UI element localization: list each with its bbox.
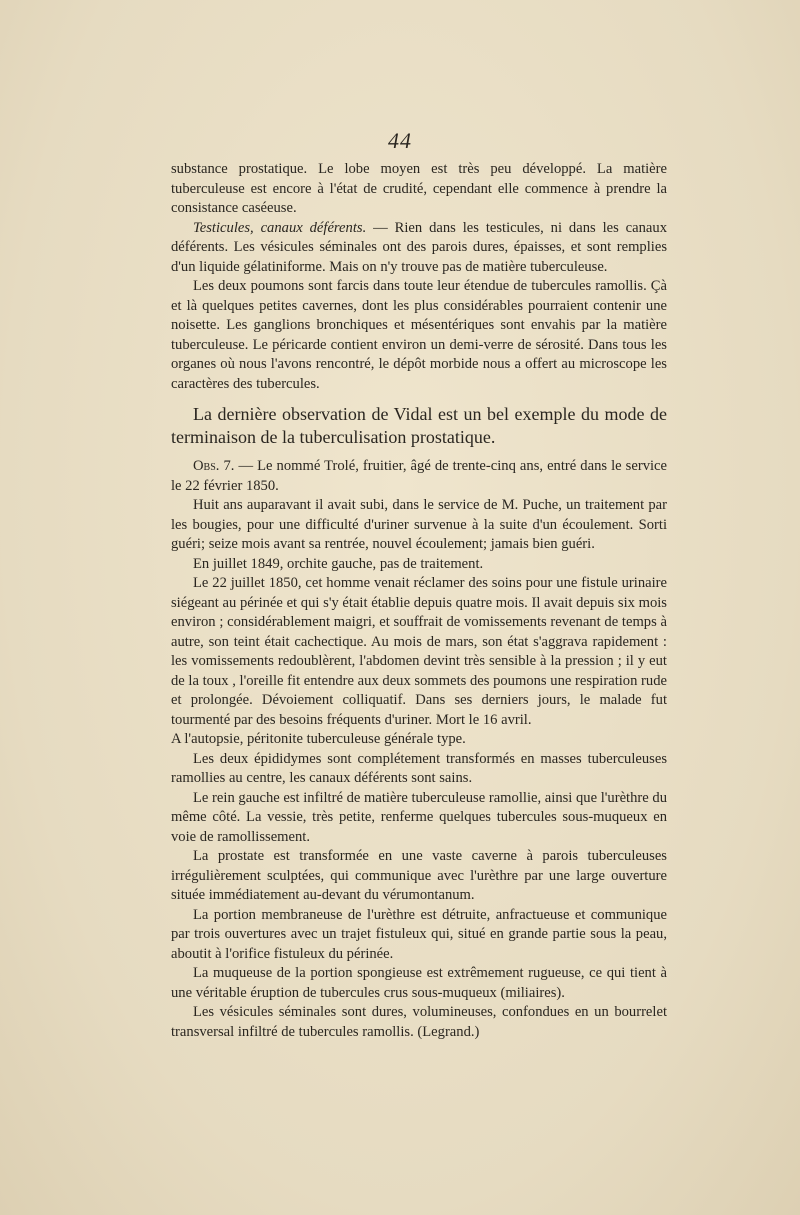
body-text bbox=[171, 160, 667, 1042]
page-number: 44 bbox=[388, 128, 412, 153]
section-heading: Testicules, canaux déférents. bbox=[193, 219, 367, 236]
paragraph: Le rein gauche est infiltré de matière tuberculeuse ramollie, ainsi que l'urèthre du même côté. La vessie, très petite, renferme quelques tubercules sous-muqueux en voie de ramollissement. bbox=[171, 789, 667, 845]
paragraph: Les deux épididymes sont complétement transformés en masses tuberculeuses ramollies au centre, les canaux déférents sont sains. bbox=[171, 750, 667, 786]
paragraph: Huit ans auparavant il avait subi, dans le service de M. Puche, un traitement par les bougies, pour une difficulté d'uriner survenue à la suite d'un écoulement. Sorti guéri; seize mois avant sa rentrée, nouvel écoulement; jamais bien guéri. bbox=[171, 497, 667, 552]
transition-paragraph: La dernière observation de Vidal est un bel exemple du mode de terminaison de la tuberculisation prostatique. bbox=[171, 404, 667, 447]
paragraph: A l'autopsie, péritonite tuberculeuse générale type. bbox=[171, 731, 466, 747]
paragraph-text: — Rien dans les testicules, ni dans les canaux déférents. Les vésicules séminales ont des parois dures, épaisses, et sont remplies d'un liquide gélatiniforme. Mais on n'y trouve pas de matière tuberculeuse. bbox=[171, 219, 668, 275]
paragraph bbox=[171, 219, 667, 278]
paragraph: En juillet 1849, orchite gauche, pas de traitement. bbox=[193, 555, 484, 572]
paragraph: Le 22 juillet 1850, cet homme venait réclamer des soins pour une fistule urinaire siégeant au périnée et qui s'y était établie depuis quatre mois. Il avait depuis six mois environ ; considérablement maigri, et souffrait de vomissements revenant de temps à autre, son teint était cachectique. Au mois de mars, son état s'aggrava rapidement : les vomissements redoublèrent, l'abdomen devint très sensible à la pression ; il y eut de la toux , l'oreille fit entendre aux deux sommets des poumons une respiration rude et prolongée. Dévoiement colliquatif. Dans ses derniers jours, le malade fut tourmenté par des besoins fréquents d'uriner. Mort le 16 avril. bbox=[171, 575, 667, 728]
paragraph: Les deux poumons sont farcis dans toute leur étendue de tubercules ramollis. Çà et là quelques petites cavernes, dont les plus considérables pourraient contenir une noisette. Les ganglions bronchiques et mésentériques sont envahis par la matière tuberculeuse. Le péricarde contient environ un demi-verre de sérosité. Dans tous les organes où nous l'avons rencontré, le dépôt morbide nous a offert au microscope les caractères des tubercules. bbox=[171, 278, 667, 392]
paragraph-text: — Le nommé Trolé, fruitier, âgé de trente-cinq ans, entré dans le service le 22 février 1850. bbox=[171, 458, 667, 494]
paragraph: substance prostatique. Le lobe moyen est très peu développé. La matière tuberculeuse est encore à l'état de crudité, cependant elle commence à prendre la consistance caséeuse. bbox=[171, 161, 667, 216]
paragraph bbox=[171, 457, 667, 496]
paragraph: La prostate est transformée en une vaste caverne à parois tuberculeuses irrégulièrement sculptées, qui communique avec l'urèthre par une large ouverture située immédiatement au-devant du vérumontanum. bbox=[171, 848, 667, 903]
observation-label: Obs. 7. bbox=[193, 458, 235, 474]
paragraph: La muqueuse de la portion spongieuse est extrêmement rugueuse, ce qui tient à une véritable éruption de tubercules crus sous-muqueux (miliaires). bbox=[171, 965, 667, 1001]
paragraph: La portion membraneuse de l'urèthre est détruite, anfractueuse et communique par trois ouvertures avec un trajet fistuleux qui, situé en grande partie sous la peau, aboutit à l'orifice fistuleux du périnée. bbox=[171, 906, 667, 962]
paragraph: Les vésicules séminales sont dures, volumineuses, confondues en un bourrelet transversal infiltré de tubercules ramollis. (Legrand.) bbox=[171, 1004, 667, 1040]
